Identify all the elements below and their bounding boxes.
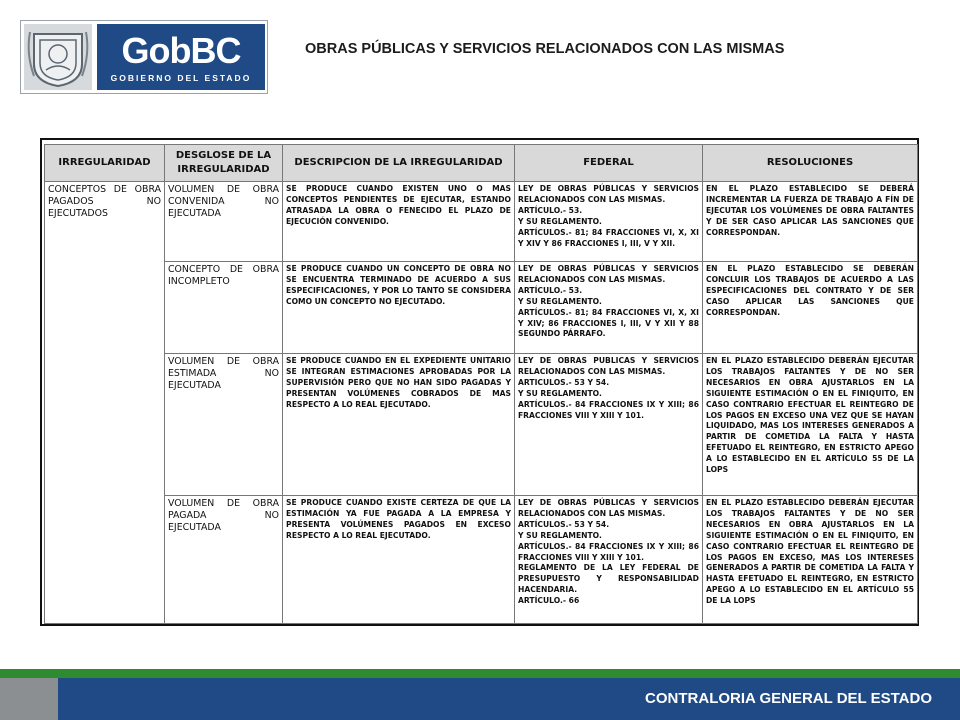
irregularidad-cell: CONCEPTOS DE OBRA PAGADOS NO EJECUTADOS <box>45 182 165 624</box>
desglose-cell: CONCEPTO DE OBRA INCOMPLETO <box>165 262 283 354</box>
descripcion-cell: SE PRODUCE CUANDO EXISTE CERTEZA DE QUE LA ESTIMACIÓN YA FUE PAGADA A LA EMPRESA Y PRESENTA VOLÚMENES PAGADOS EN EXCESO RESPECTO A LO REAL EJECUTADO. <box>283 496 515 624</box>
resoluciones-cell: EN EL PLAZO ESTABLECIDO SE DEBERÁN CONCLUIR LOS TRABAJOS DE ACUERDO A LAS ESPECIFICACIONES DEL CONTRATO Y DE SER CASO APLICAR LAS SANCIONES QUE CORRESPONDAN. <box>703 262 918 354</box>
column-header-irregularidad: IRREGULARIDAD <box>45 145 165 182</box>
footer-gray-block <box>0 678 58 720</box>
column-header-federal: FEDERAL <box>515 145 703 182</box>
federal-cell: LEY DE OBRAS PUBLICAS Y SERVICIOS RELACIONADOS CON LAS MISMAS. ARTICULOS.- 53 Y 54. Y SU REGLAMENTO. ARTÍCULOS.- 84 FRACCIONES IX Y XIII; 86 FRACCIONES VIII Y XIII Y 101. <box>515 354 703 496</box>
table-row <box>45 182 918 262</box>
federal-cell: LEY DE OBRAS PÚBLICAS Y SERVICIOS RELACIONADOS CON LAS MISMAS. ARTÍCULO.- 53. Y SU REGLAMENTO. ARTÍCULOS.- 81; 84 FRACCIONES VI, X, XI Y XIV Y 86 FRACCIONES I, III, V Y XII. <box>515 182 703 262</box>
gobbc-logo <box>20 20 268 94</box>
column-header-resoluciones: RESOLUCIONES <box>703 145 918 182</box>
descripcion-cell: SE PRODUCE CUANDO UN CONCEPTO DE OBRA NO SE ENCUENTRA TERMINADO DE ACUERDO A SUS ESPECIFICACIONES, Y POR LO TANTO SE CONSIDERA COMO UN CONCEPTO NO EJECUTADO. <box>283 262 515 354</box>
footer-green-stripe <box>0 669 960 678</box>
table-row <box>45 354 918 496</box>
column-header-desglose: DESGLOSE DE LA IRREGULARIDAD <box>165 145 283 182</box>
footer-label: CONTRALORIA GENERAL DEL ESTADO <box>645 690 932 707</box>
irregularities-table <box>44 144 918 624</box>
table-row <box>45 496 918 624</box>
resoluciones-cell: EN EL PLAZO ESTABLECIDO DEBERÁN EJECUTAR LOS TRABAJOS FALTANTES Y DE NO SER NECESARIOS EN OBRA AJUSTARLOS EN LA SIGUIENTE ESTIMACIÓN O EN EL FINIQUITO, EN CASO CONTRARIO EFECTUAR EL REINTEGRO DE LOS PAGOS EN EXCESO, MAS LOS INTERESES GENERADOS A PARTIR DE COMETIDA LA FALTA Y HASTA EFETUADO EL REINTEGRO, EN ESTRICTO APEGO A LO ESTABLECIDO EN EL ARTÍCULO 55 DE LA LOPS <box>703 496 918 624</box>
resoluciones-cell: EN EL PLAZO ESTABLECIDO SE DEBERÁ INCREMENTAR LA FUERZA DE TRABAJO A FÍN DE EJECUTAR LOS VOLÚMENES DE OBRA FALTANTES Y DE SER CASO APLICAR LAS SANCIONES QUE CORRESPONDAN. <box>703 182 918 262</box>
page-title: OBRAS PÚBLICAS Y SERVICIOS RELACIONADOS CON LAS MISMAS <box>305 41 785 57</box>
desglose-cell: VOLUMEN DE OBRA PAGADA NO EJECUTADA <box>165 496 283 624</box>
table-header-row <box>45 145 918 182</box>
brand-box <box>97 24 265 90</box>
desglose-cell: VOLUMEN DE OBRA ESTIMADA NO EJECUTADA <box>165 354 283 496</box>
irregularities-table-frame <box>40 138 919 626</box>
column-header-descripcion: DESCRIPCION DE LA IRREGULARIDAD <box>283 145 515 182</box>
descripcion-cell: SE PRODUCE CUANDO EXISTEN UNO O MAS CONCEPTOS PENDIENTES DE EJECUTAR, ESTANDO ATRASADA LA OBRA O FENECIDO EL PLAZO DE EJECUCIÓN CONVENIDO. <box>283 182 515 262</box>
federal-cell: LEY DE OBRAS PÚBLICAS Y SERVICIOS RELACIONADOS CON LAS MISMAS. ARTÍCULOS.- 53 Y 54. Y SU REGLAMENTO. ARTÍCULOS.- 84 FRACCIONES IX Y XIII; 86 FRACCIONES VIII Y XIII Y 101. REGLAMENTO DE LA LEY FEDERAL DE PRESUPUESTO Y RESPONSABILIDAD HACENDARIA. ARTÍCULO.- 66 <box>515 496 703 624</box>
resoluciones-cell: EN EL PLAZO ESTABLECIDO DEBERÁN EJECUTAR LOS TRABAJOS FALTANTES Y DE NO SER NECESARIOS EN OBRA AJUSTARLOS EN LA SIGUIENTE ESTIMACIÓN O EN EL FINIQUITO, EN CASO CONTRARIO EFECTUAR EL REINTEGRO DE LOS PAGOS EN EXCESO UNA VEZ QUE SE HAYAN LIQUIDADO, MAS LOS INTERESES GENERADOS A PARTIR DE COMETIDA LA FALTA Y HASTA EFETUADO EL REINTEGRO, EN ESTRICTO APEGO A LO ESTABLECIDO EN EL ARTÍCULO 55 DE LA LOPS <box>703 354 918 496</box>
federal-cell: LEY DE OBRAS PÚBLICAS Y SERVICIOS RELACIONADOS CON LAS MISMAS. ARTÍCULO.- 53. Y SU REGLAMENTO. ARTÍCULOS.- 81; 84 FRACCIONES VI, X, XI Y XIV; 86 FRACCIONES I, III, V Y XII Y 88 SEGUNDO PÁRRAFO. <box>515 262 703 354</box>
descripcion-cell: SE PRODUCE CUANDO EN EL EXPEDIENTE UNITARIO SE INTEGRAN ESTIMACIONES APROBADAS POR LA SUPERVISIÓN PERO QUE NO HAN SIDO PAGADAS Y PRESENTAN VOLÚMENES COBRADOS DE MAS RESPECTO A LO REAL EJECUTADO. <box>283 354 515 496</box>
desglose-cell: VOLUMEN DE OBRA CONVENIDA NO EJECUTADA <box>165 182 283 262</box>
brand-subtitle: GOBIERNO DEL ESTADO <box>110 72 252 83</box>
brand-name: GobBC <box>121 29 241 71</box>
state-seal-icon <box>24 24 92 90</box>
table-row <box>45 262 918 354</box>
